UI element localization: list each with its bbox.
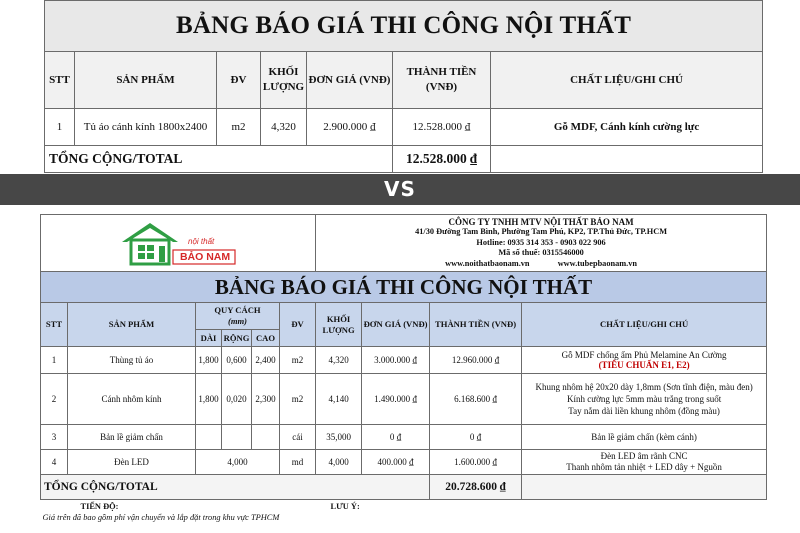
row-material: Bản lề giảm chấn (kèm cánh) (522, 425, 767, 450)
row-qty: 4,320 (261, 109, 307, 146)
header-wide: RỘNG (222, 330, 252, 347)
row-long (196, 425, 222, 450)
row-product: Cánh nhôm kính (68, 374, 196, 425)
row-stt: 2 (41, 374, 68, 425)
row-total: 12.528.000 ₫ (393, 109, 491, 146)
company-website-1[interactable]: www.noithatbaonam.vn (445, 258, 530, 268)
company-name: CÔNG TY TNHH MTV NỘI THẤT BẢO NAM (448, 216, 634, 227)
row-price: 2.900.000 ₫ (307, 109, 393, 146)
logo-cell (41, 215, 316, 272)
top-total-label: TỔNG CỘNG/TOTAL (45, 146, 393, 173)
table-row (41, 425, 767, 450)
row-high (252, 425, 280, 450)
table-row (41, 374, 767, 425)
top-header-unit: ĐV (217, 52, 261, 109)
row-dims: 4,000 (196, 450, 280, 475)
company-logo (118, 220, 238, 266)
row-product: Thùng tủ áo (68, 347, 196, 374)
top-title: BẢNG BÁO GIÁ THI CÔNG NỘI THẤT (45, 1, 763, 52)
row-price: 1.490.000 ₫ (362, 374, 430, 425)
row-unit: m2 (280, 374, 316, 425)
logo-small-text: nội thất (188, 237, 215, 246)
row-stt: 1 (41, 347, 68, 374)
row-product: Tủ áo cánh kính 1800x2400 (75, 109, 217, 146)
top-total-value: 12.528.000 ₫ (393, 146, 491, 173)
header-high: CAO (252, 330, 280, 347)
table-row (41, 450, 767, 475)
logo-brand: BẢO NAM (179, 251, 231, 263)
row-price: 3.000.000 ₫ (362, 347, 430, 374)
row-high: 2,300 (252, 374, 280, 425)
material-line: Tay nắm dài liền khung nhôm (đồng màu) (568, 406, 720, 416)
top-header-material: CHẤT LIỆU/GHI CHÚ (491, 52, 763, 109)
row-total: 6.168.600 ₫ (430, 374, 522, 425)
top-header-qty: KHỐI LƯỢNG (261, 52, 307, 109)
row-material (522, 450, 767, 475)
top-total-empty (491, 146, 763, 173)
vs-divider: VS (0, 174, 800, 205)
row-qty: 4,000 (316, 450, 362, 475)
row-wide (222, 425, 252, 450)
row-material (522, 347, 767, 374)
top-header-total: THÀNH TIỀN (VNĐ) (393, 52, 491, 109)
material-line: Kính cường lực 5mm màu trắng trong suốt (566, 394, 722, 404)
row-total: 1.600.000 ₫ (430, 450, 522, 475)
row-product: Đèn LED (68, 450, 196, 475)
bottom-header-material: CHẤT LIỆU/GHI CHÚ (522, 303, 767, 347)
top-header-stt: STT (45, 52, 75, 109)
material-line: Thanh nhôm tản nhiệt + LED dây + Nguồn (566, 462, 722, 472)
material-line: Đèn LED âm rãnh CNC (600, 451, 688, 461)
row-qty: 4,320 (316, 347, 362, 374)
bottom-total-label: TỔNG CỘNG/TOTAL (41, 475, 430, 500)
row-stt: 3 (41, 425, 68, 450)
company-website-2[interactable]: www.tubepbaonam.vn (557, 258, 637, 268)
row-product: Bản lề giảm chấn (68, 425, 196, 450)
bottom-total-empty (522, 475, 767, 500)
row-total: 12.960.000 ₫ (430, 347, 522, 374)
row-wide: 0,020 (222, 374, 252, 425)
row-wide: 0,600 (222, 347, 252, 374)
row-qty: 4,140 (316, 374, 362, 425)
bottom-header-spec (196, 303, 280, 330)
row-price: 0 ₫ (362, 425, 430, 450)
notes-section (41, 500, 767, 525)
header-long: DÀI (196, 330, 222, 347)
footnote: Giá trên đã bao gồm phí vận chuyển và lắp đặt trong khu vực TPHCM (42, 513, 280, 522)
row-stt: 1 (45, 109, 75, 146)
bottom-header-unit: ĐV (280, 303, 316, 347)
company-address: 41/30 Đường Tam Bình, Phường Tam Phú, KP2, TP.Thủ Đức, TP.HCM (415, 227, 668, 237)
company-tax: Mã số thuế: 0315546000 (498, 248, 584, 258)
company-hotline: Hotline: 0935 314 353 - 0903 022 906 (476, 237, 606, 247)
row-high: 2,400 (252, 347, 280, 374)
row-unit: m2 (280, 347, 316, 374)
bottom-quote-table (40, 214, 767, 524)
row-stt: 4 (41, 450, 68, 475)
bottom-header-qty: KHỐI LƯỢNG (316, 303, 362, 347)
table-row (41, 347, 767, 374)
row-unit: cái (280, 425, 316, 450)
material-standard: (TIÊU CHUẨN E1, E2) (598, 360, 690, 370)
note-label: LƯU Ý: (330, 502, 360, 511)
bottom-header-total: THÀNH TIỀN (VNĐ) (430, 303, 522, 347)
table-row (45, 109, 763, 146)
row-long: 1,800 (196, 347, 222, 374)
row-unit: m2 (217, 109, 261, 146)
spec-unit: (mm) (227, 316, 248, 326)
company-info (316, 215, 767, 272)
row-long: 1,800 (196, 374, 222, 425)
spec-label: QUY CÁCH (214, 305, 261, 315)
top-quote-table (44, 0, 763, 173)
material-line: Khung nhôm hệ 20x20 dày 1,8mm (Sơn tĩnh điện, màu đen) (535, 382, 753, 392)
row-qty: 35,000 (316, 425, 362, 450)
bottom-total-value: 20.728.600 ₫ (430, 475, 522, 500)
progress-label: TIẾN ĐỘ: (80, 502, 119, 511)
top-header-product: SẢN PHẨM (75, 52, 217, 109)
bottom-header-stt: STT (41, 303, 68, 347)
bottom-header-product: SẢN PHẨM (68, 303, 196, 347)
row-price: 400.000 ₫ (362, 450, 430, 475)
row-unit: md (280, 450, 316, 475)
bottom-header-price: ĐƠN GIÁ (VNĐ) (362, 303, 430, 347)
top-header-price: ĐƠN GIÁ (VNĐ) (307, 52, 393, 109)
bottom-title: BẢNG BÁO GIÁ THI CÔNG NỘI THẤT (41, 272, 767, 303)
row-material: Gỗ MDF, Cánh kính cường lực (491, 109, 763, 146)
row-total: 0 ₫ (430, 425, 522, 450)
row-material (522, 374, 767, 425)
material-line: Gỗ MDF chống ẩm Phủ Melamine An Cường (561, 350, 727, 360)
